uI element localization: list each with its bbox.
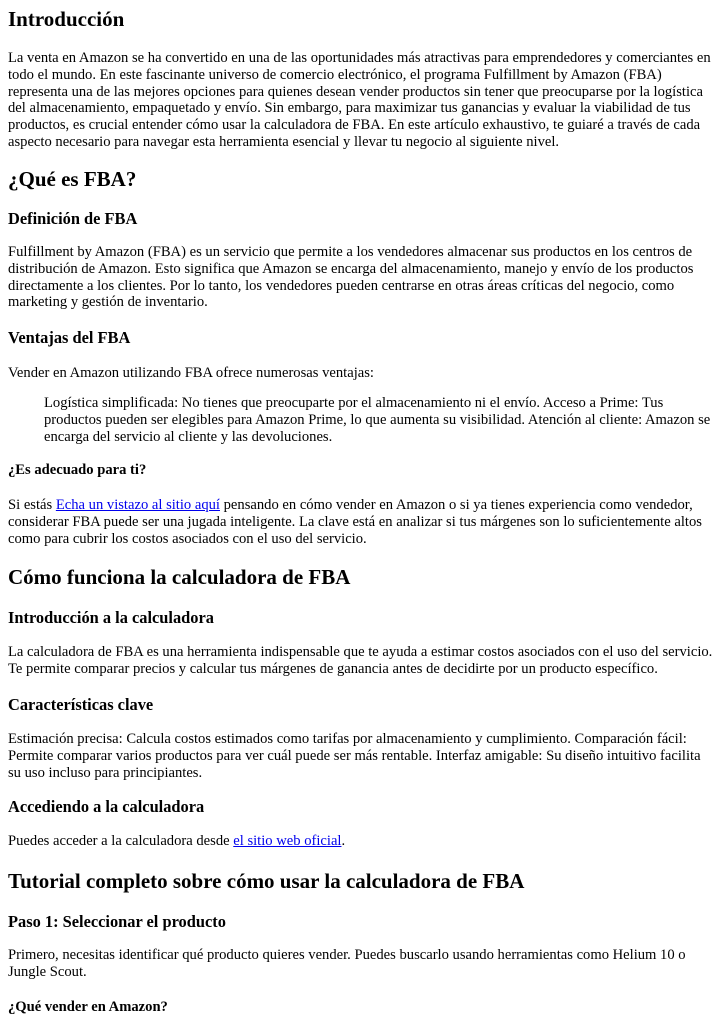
heading-que-vender: ¿Qué vender en Amazon? (8, 999, 168, 1015)
adecuado-text-after: pensando en cómo vender en Amazon o si ya tienes experiencia como vendedor, considerar FBA puede ser una jugada inteligente. La clave está en analizar si tus márgenes son lo suficientemente altos como para cubrir los costos asociados con el uso del servicio. (8, 497, 702, 547)
heading-como-funciona: Cómo funciona la calculadora de FBA (8, 565, 351, 589)
heading-caracteristicas-clave: Características clave (8, 695, 154, 714)
heading-accediendo-calculadora: Accediendo a la calculadora (8, 797, 205, 816)
paragraph-paso-1: Primero, necesitas identificar qué producto quieres vender. Puedes buscarlo usando herramientas como Helium 10 o Jungle Scout. (8, 947, 686, 980)
accediendo-text-after: . (341, 833, 346, 849)
link-sitio-aqui[interactable]: Echa un vistazo al sitio aquí (55, 497, 220, 513)
heading-introduccion: Introducción (8, 7, 125, 31)
link-sitio-web-oficial[interactable]: el sitio web oficial (233, 833, 342, 849)
paragraph-introduccion-calculadora: La calculadora de FBA es una herramienta indispensable que te ayuda a estimar costos asociados con el uso del servicio. Te permite comparar precios y calcular tus márgenes de ganancia antes de decidirte por un producto específico. (8, 644, 713, 677)
adecuado-text-before: Si estás (8, 497, 56, 513)
accediendo-text-before: Puedes acceder a la calculadora desde (8, 833, 234, 849)
paragraph-es-adecuado (8, 497, 714, 547)
heading-definicion-fba: Definición de FBA (8, 209, 138, 228)
paragraph-accediendo-calculadora (8, 833, 714, 850)
heading-ventajas-fba: Ventajas del FBA (8, 328, 131, 347)
heading-es-adecuado: ¿Es adecuado para ti? (8, 462, 147, 478)
heading-tutorial: Tutorial completo sobre cómo usar la calculadora de FBA (8, 869, 525, 893)
blockquote-ventajas: Logística simplificada: No tienes que preocuparte por el almacenamiento ni el envío. Acceso a Prime: Tus productos pueden ser elegibles para Amazon Prime, lo que aumenta su visibilidad. Atención al cliente: Amazon se encarga del servicio al cliente y las devoluciones. (44, 395, 711, 445)
paragraph-definicion-fba: Fulfillment by Amazon (FBA) es un servicio que permite a los vendedores almacenar sus productos en los centros de distribución de Amazon. Esto significa que Amazon se encarga del almacenamiento, manejo y envío de los productos directamente a los clientes. Por lo tanto, los vendedores pueden centrarse en otras áreas críticas del negocio, como marketing y gestión de inventario. (8, 244, 694, 311)
paragraph-introduccion: La venta en Amazon se ha convertido en una de las oportunidades más atractivas para emprendedores y comerciantes en todo el mundo. En este fascinante universo de comercio electrónico, el programa Fulfillment by Amazon (FBA) representa una de las mejores opciones para quienes desean vender productos sin tener que preocuparse por la logística del almacenamiento, empaquetado y envío. Sin embargo, para maximizar tus ganancias y evaluar la viabilidad de tus productos, es crucial entender cómo usar la calculadora de FBA. En este artículo exhaustivo, te guiaré a través de cada aspecto necesario para navegar esta herramienta esencial y llevar tu negocio al siguiente nivel. (8, 50, 711, 150)
paragraph-caracteristicas-clave: Estimación precisa: Calcula costos estimados como tarifas por almacenamiento y cumplimiento. Comparación fácil: Permite comparar varios productos para ver cuál puede ser más rentable. Interfaz amigable: Su diseño intuitivo facilita su uso incluso para principiantes. (8, 731, 701, 781)
heading-introduccion-calculadora: Introducción a la calculadora (8, 608, 214, 627)
paragraph-ventajas-intro: Vender en Amazon utilizando FBA ofrece numerosas ventajas: (8, 365, 374, 381)
heading-paso-1: Paso 1: Seleccionar el producto (8, 912, 226, 931)
heading-que-es-fba: ¿Qué es FBA? (8, 167, 137, 191)
